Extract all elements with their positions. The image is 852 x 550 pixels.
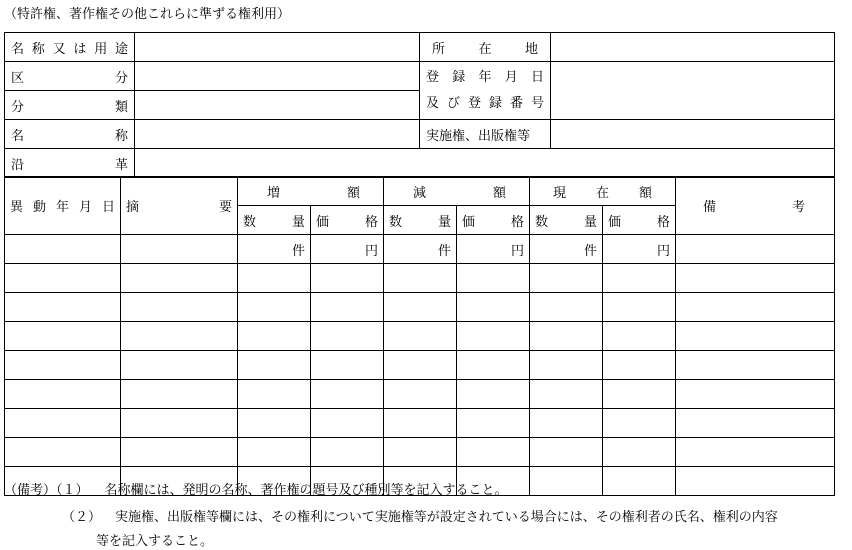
remarks-header xyxy=(676,177,835,235)
license-rights-label: 実施権、出版権等 xyxy=(420,120,551,149)
cell[interactable] xyxy=(457,380,530,409)
cell[interactable] xyxy=(530,409,603,438)
cell[interactable] xyxy=(676,438,835,467)
cell[interactable] xyxy=(384,293,457,322)
decrease-quantity-header: 数量 xyxy=(384,206,457,235)
note-1 xyxy=(4,479,508,498)
registration-date-field[interactable] xyxy=(551,62,835,120)
cell[interactable] xyxy=(457,264,530,293)
cell[interactable] xyxy=(530,293,603,322)
decrease-price-header: 価格 xyxy=(457,206,530,235)
cell[interactable] xyxy=(238,380,311,409)
table-row xyxy=(5,351,835,380)
unit-yen: 円 xyxy=(311,235,384,264)
table-row xyxy=(5,409,835,438)
cell[interactable] xyxy=(121,293,238,322)
note-2-label: （２） xyxy=(62,510,102,525)
increase-header-text: 増額 xyxy=(267,185,361,201)
cell[interactable] xyxy=(384,351,457,380)
cell[interactable] xyxy=(5,380,121,409)
cell[interactable] xyxy=(311,409,384,438)
location-field[interactable] xyxy=(551,33,835,62)
table-row xyxy=(5,438,835,467)
name-or-use-field[interactable] xyxy=(135,33,420,62)
cell[interactable] xyxy=(530,351,603,380)
cell[interactable] xyxy=(384,438,457,467)
cell[interactable] xyxy=(676,322,835,351)
history-label: 沿革 xyxy=(5,149,135,178)
cell[interactable] xyxy=(603,467,676,496)
cell[interactable] xyxy=(5,264,121,293)
increase-price-header: 価格 xyxy=(311,206,384,235)
unit-count: 件 xyxy=(384,235,457,264)
asset-info-table xyxy=(4,32,835,178)
note-2-text-line1: 実施権、出版権等欄には、その権利について実施権等が設定されている場合には、その権利者の氏名、権利の内容 xyxy=(115,510,778,525)
cell[interactable] xyxy=(676,380,835,409)
classification-field[interactable] xyxy=(135,91,420,120)
unit-yen: 円 xyxy=(457,235,530,264)
cell[interactable] xyxy=(311,293,384,322)
increase-quantity-header: 数量 xyxy=(238,206,311,235)
cell[interactable] xyxy=(238,264,311,293)
increase-header xyxy=(238,177,384,206)
cell[interactable] xyxy=(603,322,676,351)
cell[interactable] xyxy=(676,235,835,264)
table-row xyxy=(5,235,835,264)
cell[interactable] xyxy=(530,438,603,467)
unit-yen: 円 xyxy=(603,235,676,264)
cell[interactable] xyxy=(238,293,311,322)
current-quantity-header: 数量 xyxy=(530,206,603,235)
cell[interactable] xyxy=(676,351,835,380)
cell[interactable] xyxy=(121,351,238,380)
cell[interactable] xyxy=(603,438,676,467)
cell[interactable] xyxy=(457,351,530,380)
cell[interactable] xyxy=(457,438,530,467)
cell[interactable] xyxy=(311,438,384,467)
cell[interactable] xyxy=(676,409,835,438)
cell[interactable] xyxy=(238,409,311,438)
cell[interactable] xyxy=(5,351,121,380)
cell[interactable] xyxy=(121,380,238,409)
ledger-table xyxy=(4,176,835,496)
current-header-text: 現在額 xyxy=(553,185,653,201)
cell[interactable] xyxy=(121,235,238,264)
summary-header: 摘要 xyxy=(121,177,238,235)
cell[interactable] xyxy=(311,380,384,409)
location-label-text: 所在地 xyxy=(432,41,538,57)
cell[interactable] xyxy=(384,322,457,351)
note-1-label: （１） xyxy=(56,483,89,498)
change-date-header: 異動年月日 xyxy=(5,177,121,235)
cell[interactable] xyxy=(603,380,676,409)
cell[interactable] xyxy=(238,351,311,380)
note-2-continued xyxy=(96,530,213,549)
cell[interactable] xyxy=(603,293,676,322)
name-label: 名称 xyxy=(5,120,135,149)
cell[interactable] xyxy=(676,264,835,293)
category-label: 区分 xyxy=(5,62,135,91)
location-label xyxy=(420,33,551,62)
name-field[interactable] xyxy=(135,120,420,149)
cell[interactable] xyxy=(121,264,238,293)
remarks-header-text: 備考 xyxy=(703,200,806,215)
cell[interactable] xyxy=(457,409,530,438)
note-2-text-line2: 等を記入すること。 xyxy=(96,534,214,549)
cell[interactable] xyxy=(5,293,121,322)
name-or-use-label: 名称又は用途 xyxy=(5,33,135,62)
cell[interactable] xyxy=(311,264,384,293)
cell[interactable] xyxy=(311,322,384,351)
cell[interactable] xyxy=(5,409,121,438)
decrease-header-text: 減額 xyxy=(413,185,507,201)
license-rights-field[interactable] xyxy=(551,120,835,149)
registration-date-label-line2: 及び登録番号 xyxy=(426,95,544,111)
table-row xyxy=(5,293,835,322)
cell[interactable] xyxy=(121,322,238,351)
cell[interactable] xyxy=(384,409,457,438)
cell[interactable] xyxy=(530,467,603,496)
unit-count: 件 xyxy=(530,235,603,264)
table-row xyxy=(5,264,835,293)
table-row xyxy=(5,380,835,409)
registration-date-label-line1: 登録年月日 xyxy=(426,69,544,85)
cell[interactable] xyxy=(603,264,676,293)
cell[interactable] xyxy=(676,467,835,496)
classification-label: 分類 xyxy=(5,91,135,120)
cell[interactable] xyxy=(384,264,457,293)
category-field[interactable] xyxy=(135,62,420,91)
cell[interactable] xyxy=(238,322,311,351)
current-header xyxy=(530,177,676,206)
decrease-header xyxy=(384,177,530,206)
cell[interactable] xyxy=(530,322,603,351)
cell[interactable] xyxy=(121,438,238,467)
cell[interactable] xyxy=(311,351,384,380)
cell[interactable] xyxy=(457,322,530,351)
cell[interactable] xyxy=(603,409,676,438)
note-2 xyxy=(62,506,778,525)
cell[interactable] xyxy=(384,380,457,409)
cell[interactable] xyxy=(238,438,311,467)
unit-count: 件 xyxy=(238,235,311,264)
table-row xyxy=(5,322,835,351)
notes-heading: （備考） xyxy=(4,483,57,498)
note-1-text: 名称欄には、発明の名称、著作権の題号及び種別等を記入すること。 xyxy=(104,483,508,498)
cell[interactable] xyxy=(530,264,603,293)
history-field[interactable] xyxy=(135,149,835,178)
cell[interactable] xyxy=(5,438,121,467)
cell[interactable] xyxy=(5,322,121,351)
cell[interactable] xyxy=(676,293,835,322)
form-caption: （特許権、著作権その他これらに準ずる権利用） xyxy=(4,7,291,22)
registration-date-label xyxy=(420,62,551,120)
cell[interactable] xyxy=(530,380,603,409)
cell[interactable] xyxy=(603,351,676,380)
cell[interactable] xyxy=(121,409,238,438)
cell[interactable] xyxy=(457,293,530,322)
current-price-header: 価格 xyxy=(603,206,676,235)
cell[interactable] xyxy=(5,235,121,264)
